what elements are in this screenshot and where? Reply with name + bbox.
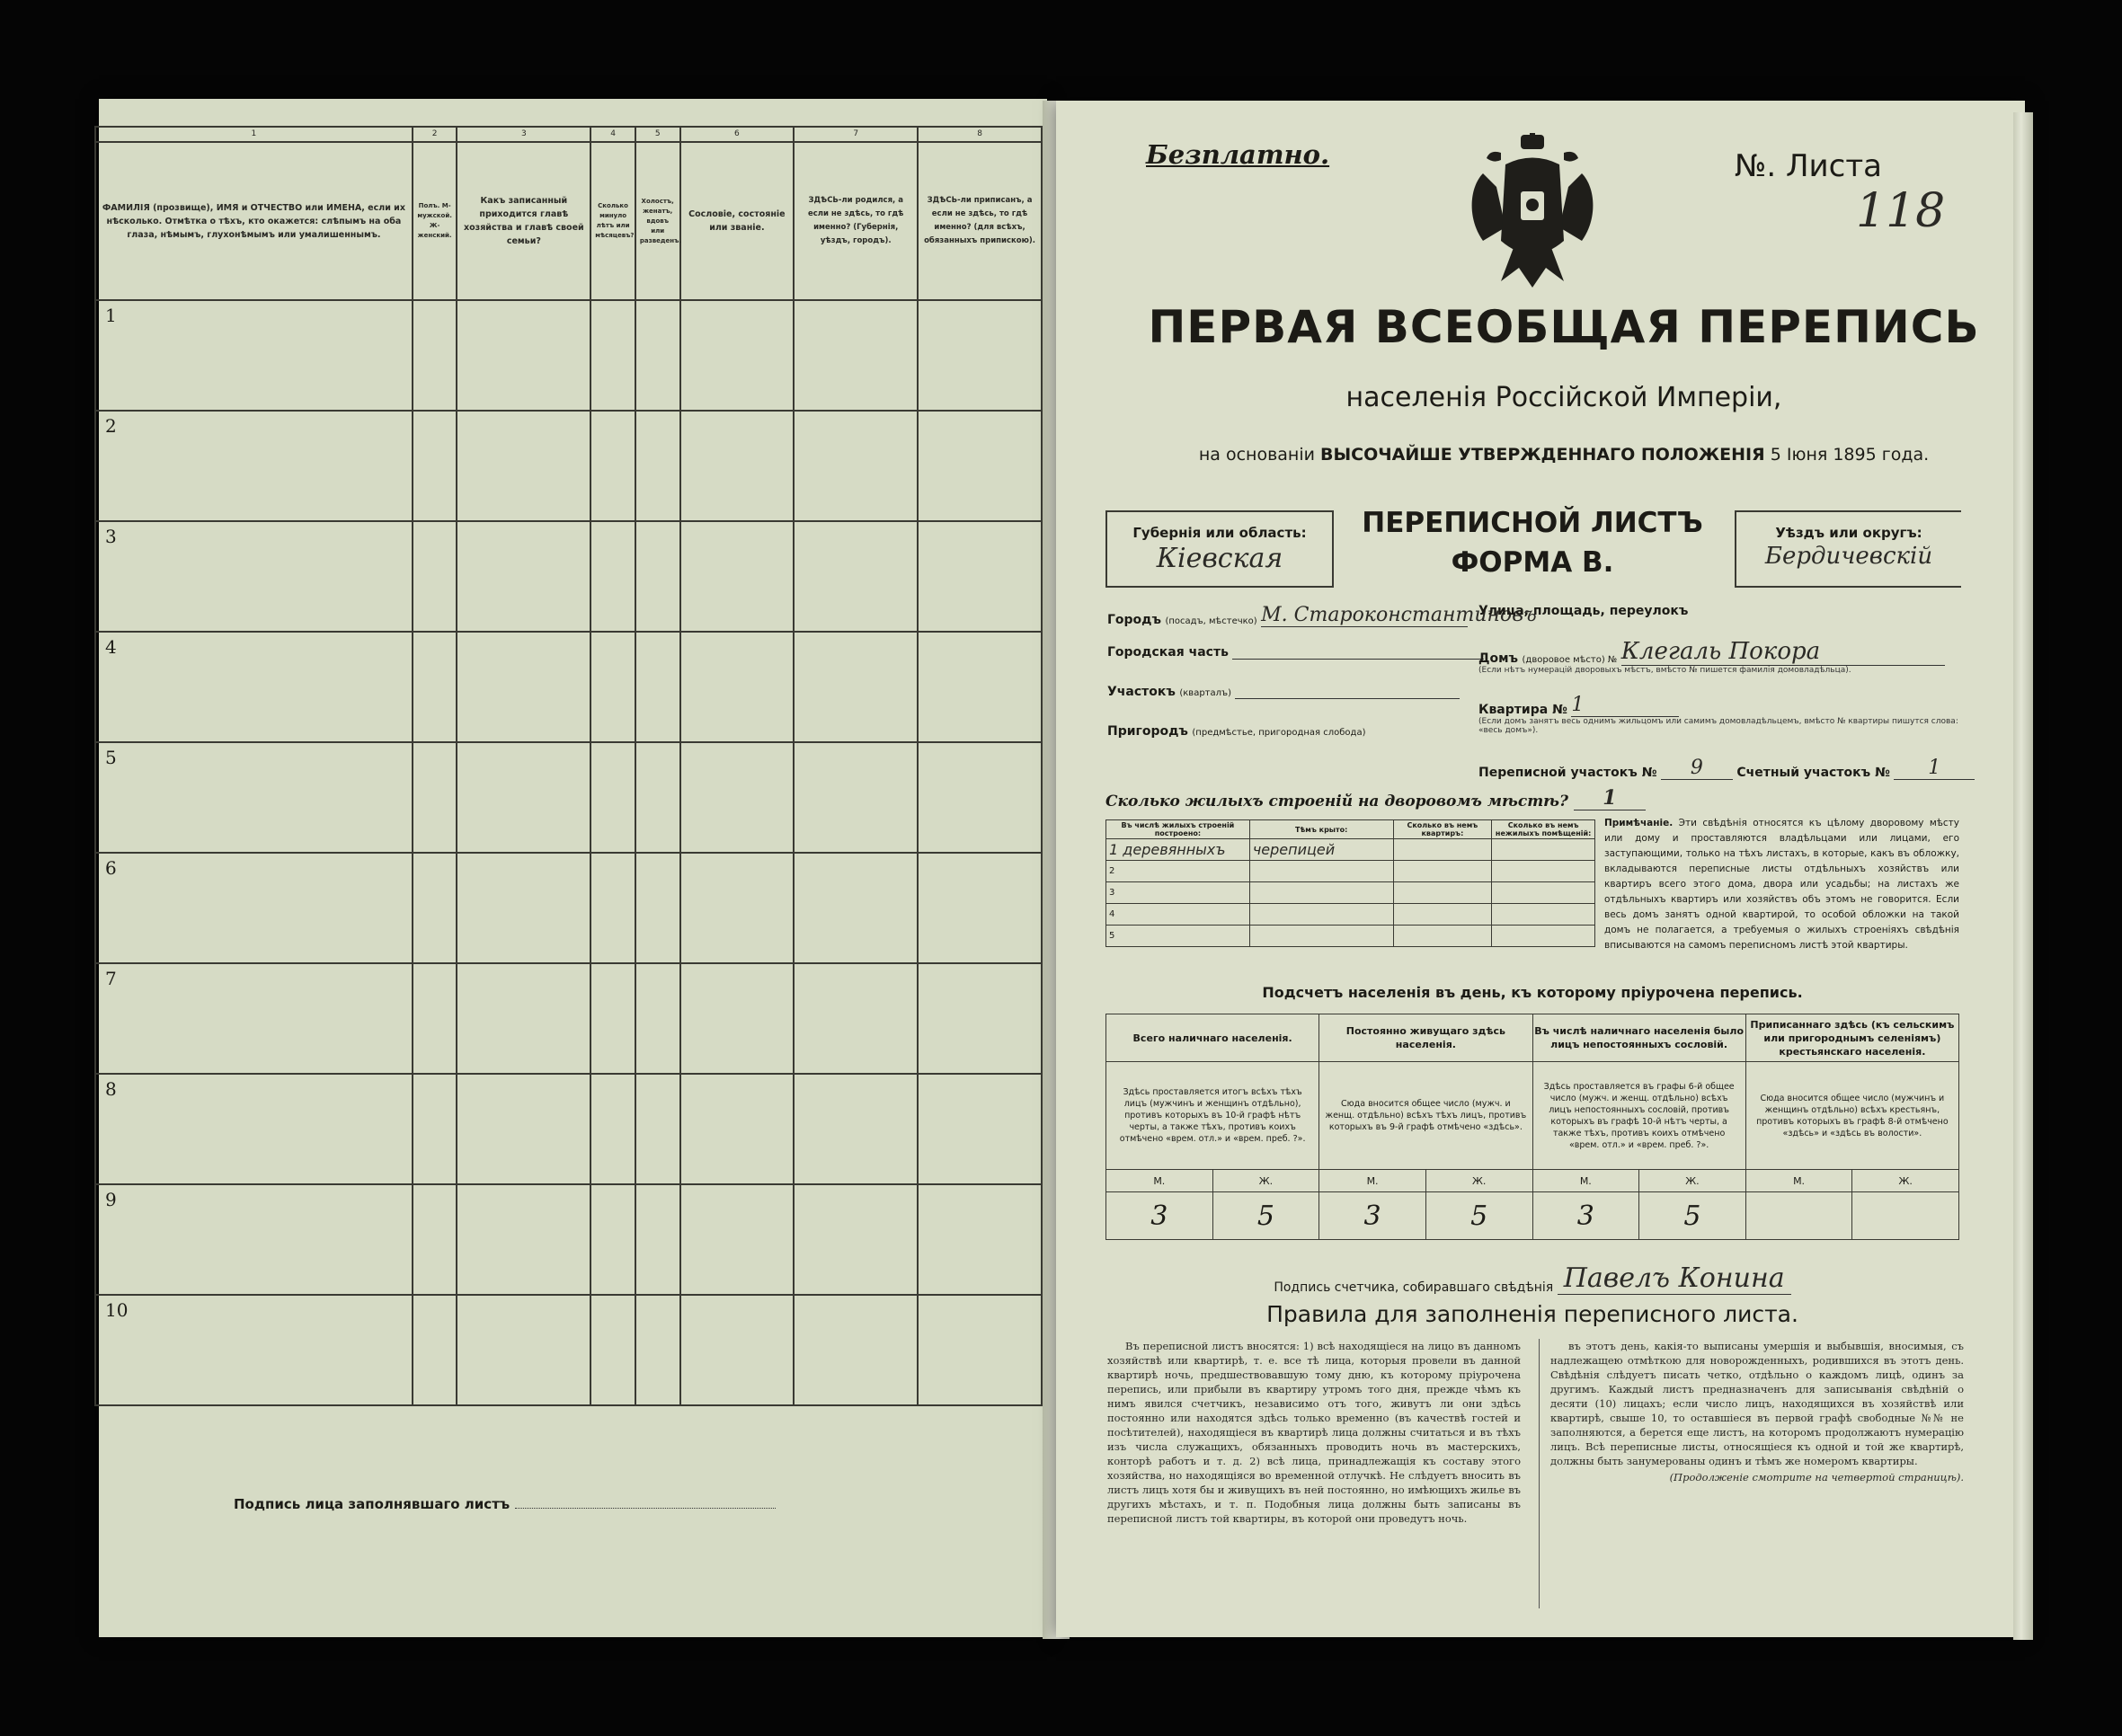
page-edges — [2013, 112, 2033, 1640]
buildings-header: Сколько въ немъ квартиръ: — [1393, 820, 1492, 839]
double-headed-eagle-icon — [1465, 133, 1600, 290]
suburb-label: Пригородъ — [1107, 724, 1188, 739]
census-title: ПЕРВАЯ ВСЕОБЩАЯ ПЕРЕПИСЬ — [1148, 301, 1980, 353]
header-marital: Холостъ, женатъ, вдовъ или разведенъ. — [635, 142, 680, 300]
section-row — [1107, 685, 1460, 699]
column-number: 5 — [635, 127, 680, 142]
buildings-header: Сколько въ немъ нежилыхъ помѣщеній: — [1492, 820, 1595, 839]
house-value: Клегаль Покора — [1621, 638, 1945, 666]
column-header-row — [95, 142, 1042, 300]
count-value: 5 — [1425, 1192, 1532, 1240]
row-number: 1 — [1109, 841, 1119, 858]
count-col-title: Приписаннаго здѣсь (къ сельскимъ или пригороднымъ селеніямъ) крестьянскаго населенія. — [1745, 1014, 1958, 1062]
city-part-label: Городская часть — [1107, 645, 1229, 660]
row-number: 6 — [105, 857, 117, 879]
form-title-line2: ФОРМА В. — [1451, 546, 1614, 579]
column-number: 6 — [680, 127, 795, 142]
count-col-title: Всего наличнаго населенія. — [1106, 1014, 1319, 1062]
count-value — [1745, 1192, 1852, 1240]
table-row — [1106, 882, 1595, 904]
column-number: 4 — [590, 127, 635, 142]
row-number: 5 — [105, 747, 117, 768]
sex-label: М. — [1532, 1170, 1639, 1192]
form-title-line1: ПЕРЕПИСНОЙ ЛИСТЪ — [1362, 507, 1703, 539]
count-col-desc: Здѣсь проставляется итогъ всѣхъ тѣхъ лицъ (мужчинъ и женщинъ отдѣльно), противъ которыхъ въ 10-й графѣ нѣтъ черты, а также тѣхъ, противъ коихъ отмѣчено «врем. отл.» и «врем. преб. ?». — [1106, 1062, 1319, 1170]
count-col-desc: Здѣсь проставляется въ графы 6-й общее число (мужч. и женщ. отдѣльно) всѣхъ лицъ непостоянныхъ сословій, противъ которыхъ въ графѣ 10-й нѣтъ черты, а также тѣхъ, противъ коихъ отмѣчено «врем. отл.» и «врем. преб. ?». — [1532, 1062, 1745, 1170]
district-value: Бердичевскій — [1764, 543, 1933, 570]
count-value — [1852, 1192, 1959, 1240]
table-row — [1106, 839, 1595, 861]
street-row — [1478, 604, 1688, 618]
buildings-header: Въ числѣ жилыхъ строеній построено: — [1106, 820, 1250, 839]
table-row — [95, 742, 1042, 853]
column-number: 8 — [918, 127, 1042, 142]
suburb-note: (предмѣстье, пригородная слобода) — [1192, 728, 1366, 738]
remark — [1604, 816, 1959, 953]
city-part-line — [1232, 659, 1484, 660]
count-area-value: 1 — [1894, 757, 1975, 780]
header-birthplace: ЗДѢСЬ-ли родился, а если не здѣсь, то гдѣ именно? (Губернія, уѣздъ, городъ). — [794, 142, 918, 300]
remark-title: Примѣчаніе. — [1604, 818, 1674, 828]
sex-label: М. — [1106, 1170, 1213, 1192]
filler-signature — [234, 1496, 776, 1512]
section-note: (кварталъ) — [1179, 688, 1231, 698]
province-label: Губернія или область: — [1132, 525, 1307, 541]
persons-table — [94, 126, 1043, 1406]
count-value: 5 — [1212, 1192, 1319, 1240]
table-row — [95, 521, 1042, 632]
row-number: 1 — [105, 305, 117, 326]
suburb-row — [1107, 724, 1365, 739]
roof-value: черепицей — [1249, 839, 1393, 861]
city-part-row — [1107, 645, 1484, 660]
buildings-header: Тѣмъ крыто: — [1249, 820, 1393, 839]
table-row — [95, 853, 1042, 963]
count-value: 3 — [1319, 1192, 1426, 1240]
count-area-label: Счетный участокъ № — [1736, 766, 1890, 780]
sex-label: Ж. — [1212, 1170, 1319, 1192]
table-row — [95, 632, 1042, 742]
counter-label: Подпись счетчика, собиравшаго свѣдѣнія — [1274, 1280, 1554, 1295]
sex-label: Ж. — [1639, 1170, 1746, 1192]
table-row — [95, 1184, 1042, 1295]
basis-date: 5 Іюня 1895 года. — [1770, 445, 1930, 465]
row-number: 2 — [1106, 861, 1250, 882]
sex-label: Ж. — [1425, 1170, 1532, 1192]
rules-left-text: Въ переписной листъ вносятся: 1) всѣ находящіеся на лицо въ данномъ хозяйствѣ или квартирѣ, т. е. все тѣ лица, которыя провели въ данной квартирѣ ночь, предшествовавшую тому дню, къ которому пріурочена перепись, или прибыли въ квартиру утромъ того дня, прежде чѣмъ къ нимъ явился счетчикъ, независимо отъ того, живутъ ли они здѣсь постоянно или находятся здѣсь только временно (въ качествѣ гостей и посѣтителей), находящіеся въ квартирѣ лица должны считаться и въ тѣхъ изъ числа служащихъ, обязанныхъ проводить ночь въ мастерскихъ, конторѣ работъ и т. д. 2) всѣ лица, принадлежащія къ составу этого хозяйства, но находящіяся во временной отлучкѣ. Не слѣдуетъ вносить въ листъ лицъ хотя бы и живущихъ въ ней постоянно, но имѣющихъ жилье въ другихъ мѣстахъ, и т. п. Подобныя лица должны быть записаны въ переписной листъ той квартиры, въ которой они проведутъ ночь. — [1107, 1340, 1521, 1525]
section-label: Участокъ — [1107, 685, 1176, 699]
district-label: Уѣздъ или округъ: — [1775, 525, 1922, 541]
count-col-title: Въ числѣ наличнаго населенія было лицъ непостоянныхъ сословій. — [1532, 1014, 1745, 1062]
sex-label: Ж. — [1852, 1170, 1959, 1192]
table-row — [1106, 904, 1595, 926]
buildings-label: Сколько жилыхъ строеній на дворовомъ мѣстѣ? — [1105, 793, 1568, 810]
column-number: 3 — [457, 127, 590, 142]
basis-prefix: на основаніи — [1198, 445, 1315, 465]
row-number: 3 — [1106, 882, 1250, 904]
count-col-desc: Сюда вносится общее число (мужч. и женщ. отдѣльно) всѣхъ тѣхъ лицъ, противъ которыхъ въ 9-й графѣ отмѣчено «здѣсь». — [1319, 1062, 1532, 1170]
buildings-header-row — [1106, 820, 1595, 839]
sex-label: М. — [1319, 1170, 1426, 1192]
city-label: Городъ — [1107, 613, 1162, 627]
header-relation: Какъ записанный приходится главѣ хозяйства и главѣ своей семьи? — [457, 142, 590, 300]
province-box — [1105, 510, 1334, 588]
census-area-row — [1478, 757, 1975, 780]
population-count-table — [1105, 1014, 1959, 1240]
count-value: 5 — [1639, 1192, 1746, 1240]
sex-label: М. — [1745, 1170, 1852, 1192]
form-title — [1339, 503, 1726, 582]
filler-signature-label: Подпись лица заполнявшаго листъ — [234, 1496, 511, 1512]
city-row — [1107, 604, 1537, 627]
census-basis — [1114, 445, 2013, 465]
rules-divider — [1539, 1339, 1540, 1608]
buildings-question — [1105, 786, 1646, 810]
signature-dotted-line — [515, 1508, 776, 1509]
row-number: 10 — [105, 1299, 129, 1321]
census-area-label: Переписной участокъ № — [1478, 766, 1657, 780]
table-row — [95, 1074, 1042, 1184]
table-row — [95, 963, 1042, 1074]
row-number: 5 — [1106, 926, 1250, 947]
count-col-title: Постоянно живущаго здѣсь населенія. — [1319, 1014, 1532, 1062]
house-hint: (Если нѣтъ нумерацій дворовыхъ мѣстъ, вмѣсто № пишется фамилія домовладѣльца). — [1478, 666, 1851, 675]
apartment-label: Квартира № — [1478, 703, 1567, 717]
count-heading: Подсчетъ населенія въ день, къ которому пріурочена перепись. — [1262, 984, 1803, 1001]
header-registered: ЗДѢСЬ-ли приписанъ, а если не здѣсь, то гдѣ именно? (для всѣхъ, обязанныхъ припискою). — [918, 142, 1042, 300]
table-row — [1106, 926, 1595, 947]
house-label: Домъ — [1478, 651, 1519, 666]
count-col-desc: Сюда вносится общее число (мужчинъ и женщинъ отдѣльно) всѣхъ крестьянъ, противъ которыхъ въ графѣ 8-й отмѣчено «здѣсь» и «здѣсь въ волости». — [1745, 1062, 1958, 1170]
city-note: (посадъ, мѣстечко) — [1165, 616, 1257, 626]
count-value: 3 — [1106, 1192, 1213, 1240]
table-row — [95, 411, 1042, 521]
rules-title: Правила для заполненія переписного листа. — [1266, 1301, 1798, 1327]
house-row — [1478, 638, 1945, 675]
province-value: Кіевская — [1156, 543, 1283, 574]
apartment-value: 1 — [1571, 694, 1679, 717]
free-label: Безплатно. — [1146, 139, 1330, 170]
row-number: 2 — [105, 415, 117, 437]
district-box — [1735, 510, 1961, 588]
table-row — [95, 300, 1042, 411]
column-number: 2 — [413, 127, 457, 142]
sheet-number-label: №. Листа — [1735, 148, 1882, 184]
census-area-value: 9 — [1661, 757, 1733, 780]
buildings-value: 1 — [1574, 786, 1646, 810]
counter-signature — [1105, 1262, 1959, 1295]
row-number: 9 — [105, 1189, 117, 1210]
row-number: 7 — [105, 968, 117, 989]
rules-left-column — [1107, 1339, 1521, 1528]
column-number: 1 — [95, 127, 413, 142]
buildings-table — [1105, 819, 1595, 947]
remark-text: Эти свѣдѣнія относятся къ цѣлому дворовому мѣсту или дому и проставляются владѣльцами или лицами, его заступающими, только на тѣхъ листахъ, в которые, какъ въ обложку, вкладываются переписные листы отдѣльныхъ хозяйствъ или квартиръ всего этого дома, двора или усадьбы; на листахъ же отдѣльныхъ квартиръ или хозяйствъ объ этомъ не говорится. Если весь домъ занятъ одной квартирой, то особой обложки на такой домъ не полагается, а требуемыя о жилыхъ строеніяхъ свѣдѣнія вписываются на самомъ переписномъ листѣ этой квартиры. — [1604, 818, 1959, 951]
header-estate: Сословіе, состояніе или званіе. — [680, 142, 795, 300]
built-value: деревянныхъ — [1123, 841, 1226, 858]
row-number: 3 — [105, 526, 117, 547]
apartment-hint: (Если домъ занятъ весь однимъ жильцомъ или самимъ домовладѣльцемъ, вмѣсто № квартиры пишутся слова: «весь домъ»). — [1478, 717, 1958, 735]
header-name: ФАМИЛІЯ (прозвище), ИМЯ и ОТЧЕСТВО или ИМЕНА, если их нѣсколько. Отмѣтка о тѣхъ, кто окажется: слѣпымъ на оба глаза, нѣмымъ, глухонѣмымъ или умалишеннымъ. — [95, 142, 413, 300]
rules-right-column — [1550, 1339, 1964, 1486]
header-sex: Полъ. М-мужской. Ж-женский. — [413, 142, 457, 300]
rules-continued: (Продолженіе смотрите на четвертой страницѣ). — [1669, 1471, 1964, 1484]
table-row — [95, 1295, 1042, 1405]
column-number: 7 — [794, 127, 918, 142]
house-note: (дворовое мѣсто) № — [1522, 655, 1618, 665]
census-subtitle: населенія Россійской Имперіи, — [1345, 382, 1782, 413]
rules-right-text: въ этотъ день, какія-то выписаны умершія и выбывшія, вносимыя, съ надлежащею отмѣткою для новорожденныхъ, родившихся въ этотъ день. Свѣдѣнія слѣдуетъ писать четко, отдѣльно о каждомъ лицѣ, одинъ за другимъ. Каждый листъ предназначенъ для записыванія свѣдѣній о десяти (10) лицахъ; если число лицъ, находящихся въ хозяйствѣ или квартирѣ, свыше 10, то оставшіеся въ первой графѣ свободные №№ не заполняются, а берется еще листъ, на которомъ продолжаютъ нумерацію лицъ. Всѣ переписные листы, относящіеся къ одной и той же квартирѣ, должны быть занумерованы одинъ и тѣмъ же номеромъ квартиры. — [1550, 1340, 1964, 1467]
section-line — [1235, 698, 1460, 699]
row-number: 4 — [1106, 904, 1250, 926]
row-number: 4 — [105, 636, 117, 658]
city-value: М. Староконстантиновъ — [1261, 604, 1537, 626]
street-label: Улица, площадь, переулокъ — [1478, 604, 1689, 618]
apartment-row — [1478, 694, 1959, 735]
count-value: 3 — [1532, 1192, 1639, 1240]
sheet-number-value: 118 — [1856, 184, 1946, 238]
counter-value: Павелъ Конина — [1558, 1262, 1791, 1295]
table-row — [1106, 861, 1595, 882]
header-age: Сколько минуло лѣтъ или мѣсяцевъ? — [590, 142, 635, 300]
column-number-row — [95, 127, 1042, 142]
basis-decree: ВЫСОЧАЙШЕ УТВЕРЖДЕННАГО ПОЛОЖЕНІЯ — [1320, 445, 1765, 465]
row-number: 8 — [105, 1078, 117, 1100]
